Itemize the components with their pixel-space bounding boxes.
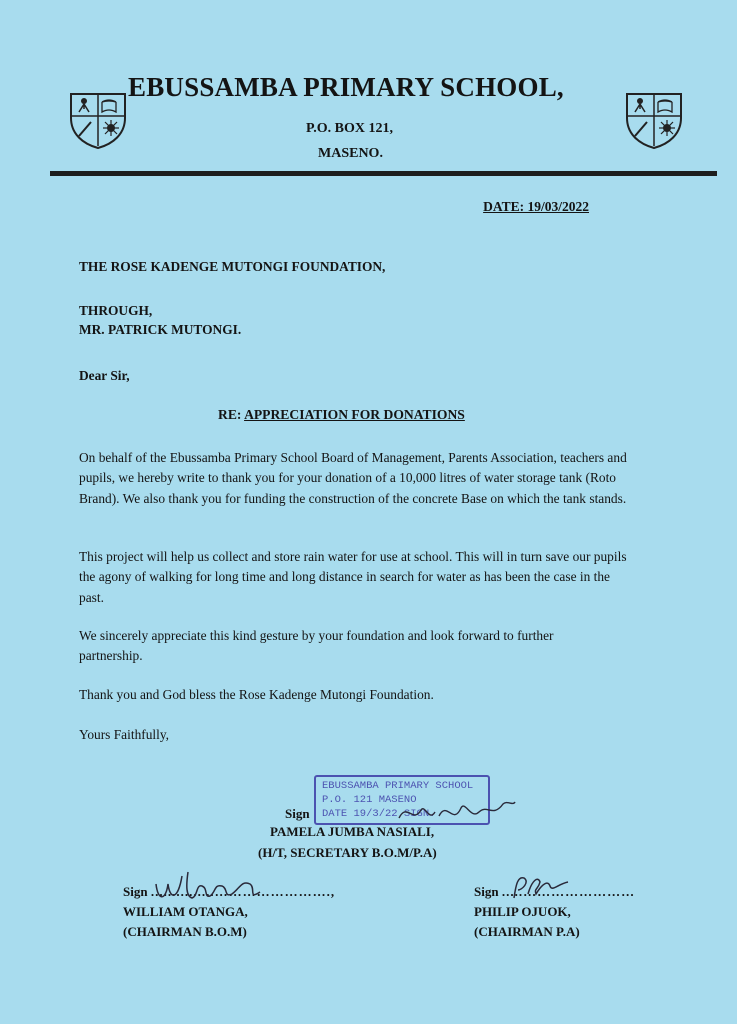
chair-pa-sign-dots-start: ..... <box>501 884 524 899</box>
subject-prefix: RE: <box>218 407 245 422</box>
chair-pa-signature <box>508 872 578 902</box>
school-po-box: P.O. BOX 121, <box>306 121 393 136</box>
subject-line <box>218 407 465 423</box>
chair-bom-sign-dots-start: ............... <box>150 884 215 899</box>
secretary-name: PAMELA JUMBA NASIALI, <box>270 824 435 839</box>
chair-pa-sign-dots-end: …………………… <box>523 884 636 899</box>
school-crest-logo-right <box>623 88 685 150</box>
letterhead-divider <box>50 171 717 176</box>
chair-pa-sign-label: Sign <box>474 884 499 899</box>
stamp-line-2: P.O. 121 MASENO <box>322 794 417 806</box>
chair-bom-sign-dots-end: ……………………., <box>214 884 336 899</box>
recipient-through: THROUGH, <box>79 303 153 318</box>
chair-bom-title: (CHAIRMAN B.O.M) <box>123 924 247 939</box>
stamp-line-1: EBUSSAMBA PRIMARY SCHOOL <box>322 780 474 792</box>
subject-title: APPRECIATION FOR DONATIONS <box>244 407 465 422</box>
chair-pa-name: PHILIP OJUOK, <box>474 904 571 919</box>
school-name: EBUSSAMBA PRIMARY SCHOOL, <box>128 72 564 102</box>
body-paragraph-1: On behalf of the Ebussamba Primary School Board of Management, Parents Association, teachers and pupils, we hereby write to thank you for your donation of a 10,000 litres of water storage tank (Roto Brand). We also thank you for funding the construction of the concrete Base on which the tank stands. <box>79 450 627 506</box>
stamp-line-3: DATE 19/3/22 SIGN. <box>322 808 436 820</box>
body-paragraph-3: We sincerely appreciate this kind gesture by your foundation and look forward to further partnership. <box>79 628 554 664</box>
body-paragraph-2: This project will help us collect and store rain water for use at school. This will in turn save our pupils the agony of walking for long time and long distance in search for water as has been the case in the past. <box>79 549 627 605</box>
salutation: Dear Sir, <box>79 368 130 383</box>
recipient-person: MR. PATRICK MUTONGI. <box>79 322 242 337</box>
school-crest-logo-left <box>67 88 129 150</box>
letter-date: DATE: 19/03/2022 <box>483 199 589 214</box>
chair-bom-sign-label: Sign <box>123 884 148 899</box>
body-paragraph-4: Thank you and God bless the Rose Kadenge Mutongi Foundation. <box>79 687 434 702</box>
chair-bom-signature <box>152 866 267 906</box>
chair-pa-title: (CHAIRMAN P.A) <box>474 924 580 939</box>
recipient-organisation: THE ROSE KADENGE MUTONGI FOUNDATION, <box>79 259 386 274</box>
school-town: MASENO. <box>318 146 383 161</box>
secretary-title: (H/T, SECRETARY B.O.M/P.A) <box>258 845 437 860</box>
chair-bom-name: WILLIAM OTANGA, <box>123 904 248 919</box>
closing: Yours Faithfully, <box>79 727 170 742</box>
secretary-sign-label: Sign <box>285 806 310 821</box>
